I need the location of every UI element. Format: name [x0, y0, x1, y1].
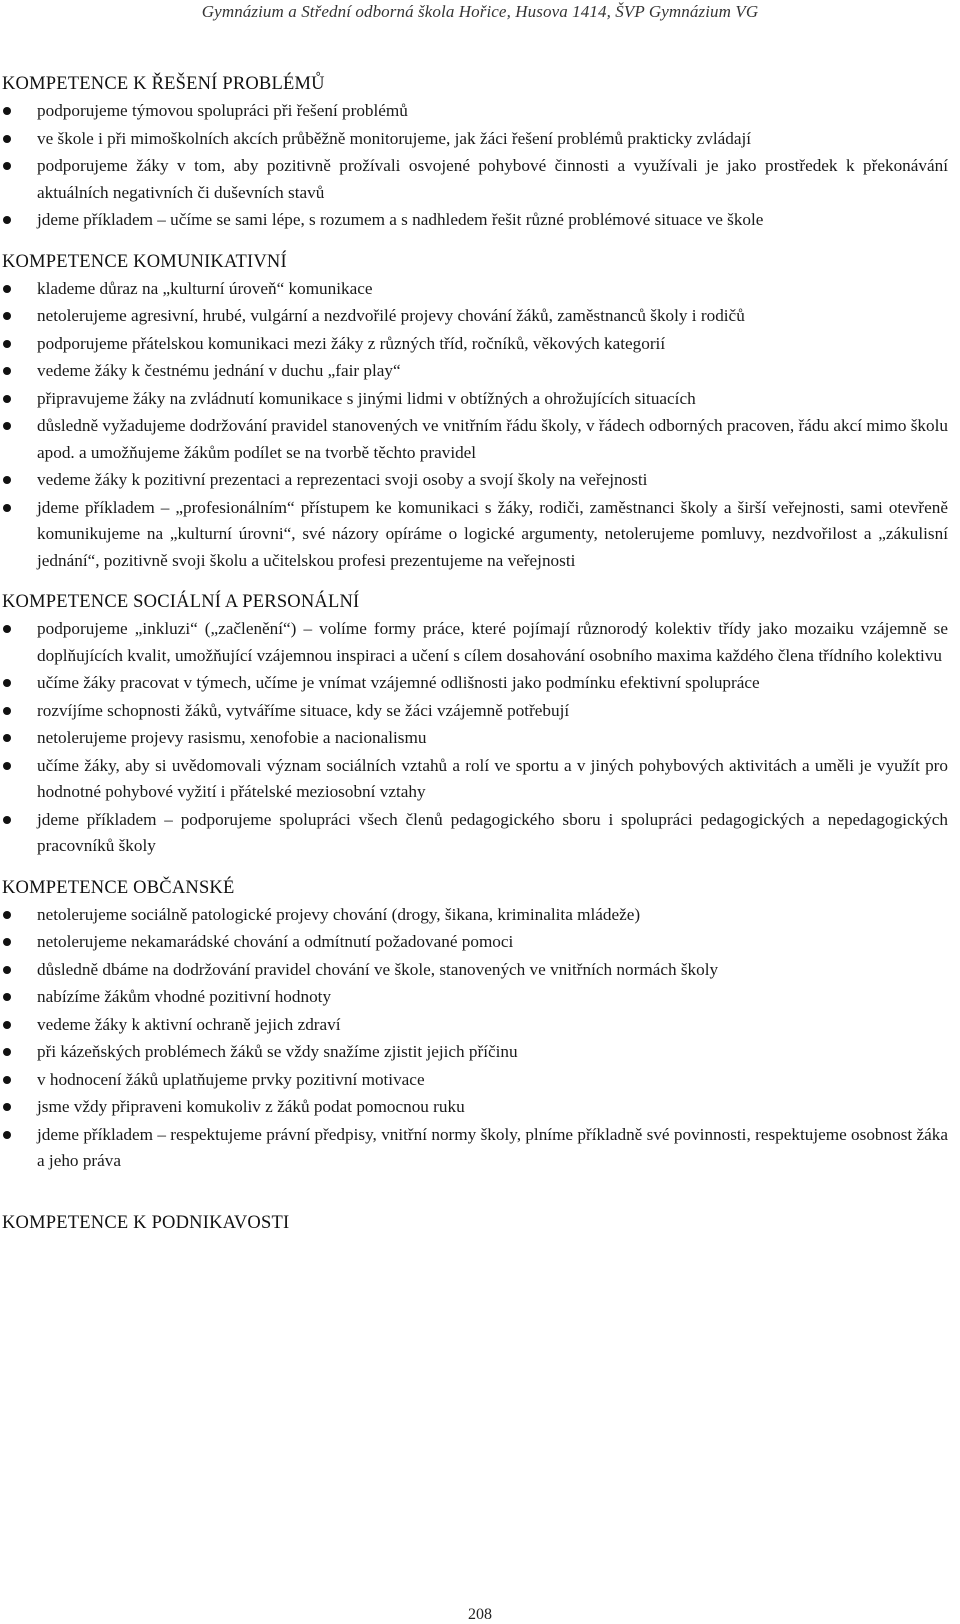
- list-item: jdeme příkladem – učíme se sami lépe, s rozumem a s nadhledem řešit různé problémové situace ve škole: [2, 207, 948, 234]
- section-heading: KOMPETENCE K ŘEŠENÍ PROBLÉMŮ: [2, 74, 325, 94]
- list-item: podporujeme žáky v tom, aby pozitivně prožívali osvojené pohybové činnosti a využívali je jako prostředek k překonávání aktuálních negativních či duševních stavů: [2, 153, 948, 206]
- section-problem-solving: [2, 74, 948, 234]
- list-item: rozvíjíme schopnosti žáků, vytváříme situace, kdy se žáci vzájemně potřebují: [2, 698, 948, 725]
- list-item: vedeme žáky k čestnému jednání v duchu „fair play“: [2, 358, 948, 385]
- list-item: klademe důraz na „kulturní úroveň“ komunikace: [2, 276, 948, 303]
- bullet-list: [2, 616, 948, 860]
- section-heading: KOMPETENCE SOCIÁLNÍ A PERSONÁLNÍ: [2, 592, 360, 612]
- list-item: podporujeme týmovou spolupráci při řešení problémů: [2, 98, 948, 125]
- list-item: podporujeme „inkluzi“ („začlenění“) – volíme formy práce, které pojímají různorodý kolektiv třídy jako mozaiku vzájemně se doplňujících kvalit, umožňující vzájemnou inspiraci a učení s cílem dosahování osobního maxima každého člena třídního kolektivu: [2, 616, 948, 669]
- bullet-list: [2, 98, 948, 234]
- list-item: jsme vždy připraveni komukoliv z žáků podat pomocnou ruku: [2, 1094, 948, 1121]
- list-item: podporujeme přátelskou komunikaci mezi žáky z různých tříd, ročníků, věkových kategorií: [2, 331, 948, 358]
- list-item: netolerujeme projevy rasismu, xenofobie a nacionalismu: [2, 725, 948, 752]
- list-item: nabízíme žákům vhodné pozitivní hodnoty: [2, 984, 948, 1011]
- list-item: učíme žáky, aby si uvědomovali význam sociálních vztahů a rolí ve sportu a v jiných pohybových aktivitách a uměli je využít pro hodnotné pohybové vyžití i přátelské meziosobní vztahy: [2, 753, 948, 806]
- list-item: ve škole i při mimoškolních akcích průběžně monitorujeme, jak žáci řešení problémů prakticky zvládají: [2, 126, 948, 153]
- list-item: v hodnocení žáků uplatňujeme prvky pozitivní motivace: [2, 1067, 948, 1094]
- page-number: 208: [468, 1606, 492, 1623]
- list-item: učíme žáky pracovat v týmech, učíme je vnímat vzájemné odlišnosti jako podmínku efektivní spolupráce: [2, 670, 948, 697]
- document-body: [2, 74, 948, 1252]
- list-item: důsledně dbáme na dodržování pravidel chování ve škole, stanovených ve vnitřních normách školy: [2, 957, 948, 984]
- list-item: jdeme příkladem – „profesionálním“ přístupem ke komunikaci s žáky, rodiči, zaměstnanci školy a širší veřejnosti, sami otevřeně komunikujeme na „kulturní úrovni“, své názory opíráme o logické argumenty, netolerujeme pomluvy, nezdvořilost a „zákulisní jednání“, pozitivně svoji školu a učitelskou profesi prezentujeme na veřejnosti: [2, 495, 948, 575]
- section-heading: KOMPETENCE K PODNIKAVOSTI: [2, 1212, 290, 1233]
- section-entrepreneurship: [2, 1213, 948, 1234]
- bullet-list: [2, 902, 948, 1175]
- list-item: vedeme žáky k pozitivní prezentaci a reprezentaci svoji osoby a svojí školy na veřejnosti: [2, 467, 948, 494]
- list-item: připravujeme žáky na zvládnutí komunikace s jinými lidmi v obtížných a ohrožujících situacích: [2, 386, 948, 413]
- section-heading: KOMPETENCE OBČANSKÉ: [2, 877, 235, 898]
- section-heading: KOMPETENCE KOMUNIKATIVNÍ: [2, 251, 287, 272]
- list-item: netolerujeme sociálně patologické projevy chování (drogy, šikana, kriminalita mládeže): [2, 902, 948, 929]
- list-item: netolerujeme agresivní, hrubé, vulgární a nezdvořilé projevy chování žáků, zaměstnanců školy i rodičů: [2, 303, 948, 330]
- section-communicative: [2, 252, 948, 575]
- list-item: při kázeňských problémech žáků se vždy snažíme zjistit jejich příčinu: [2, 1039, 948, 1066]
- bullet-list: [2, 276, 948, 575]
- list-item: důsledně vyžadujeme dodržování pravidel stanovených ve vnitřním řádu školy, v řádech odborných pracoven, řádu akcí mimo školu apod. a umožňujeme žákům podílet se na tvorbě těchto pravidel: [2, 413, 948, 466]
- list-item: jdeme příkladem – podporujeme spolupráci všech členů pedagogického sboru i spolupráci pedagogických a nepedagogických pracovníků školy: [2, 807, 948, 860]
- page-header: Gymnázium a Střední odborná škola Hořice, Husova 1414, ŠVP Gymnázium VG: [201, 2, 759, 21]
- section-civic: [2, 878, 948, 1175]
- list-item: jdeme příkladem – respektujeme právní předpisy, vnitřní normy školy, plníme příkladně své povinnosti, respektujeme osobnost žáka a jeho práva: [2, 1122, 948, 1175]
- list-item: netolerujeme nekamarádské chování a odmítnutí požadované pomoci: [2, 929, 948, 956]
- list-item: vedeme žáky k aktivní ochraně jejich zdraví: [2, 1012, 948, 1039]
- section-social-personal: [2, 592, 948, 860]
